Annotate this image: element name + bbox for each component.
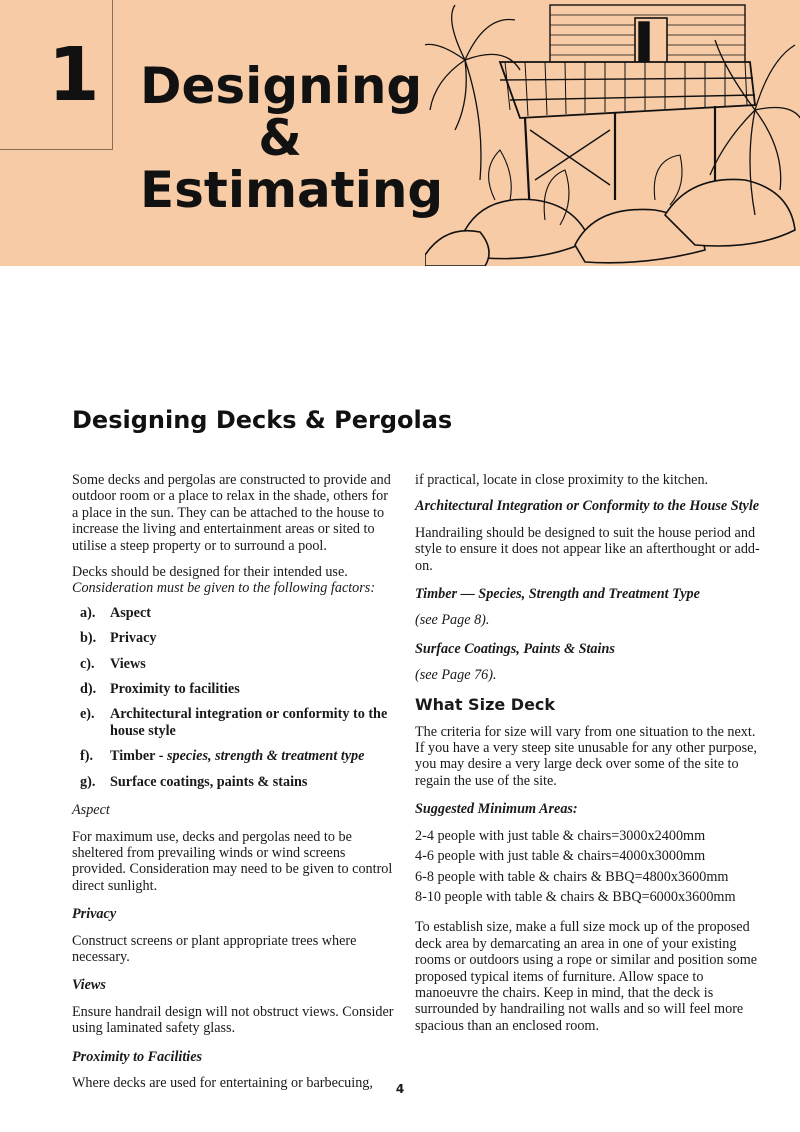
privacy-text: Construct screens or plant appropriate trees where necessary. (72, 932, 357, 965)
list-item-text: Privacy (110, 630, 157, 647)
factor-list (72, 605, 394, 790)
views-heading: Views (72, 977, 106, 994)
page-number: 4 (395, 1082, 405, 1096)
architectural-block (415, 498, 760, 574)
list-item-text: Proximity to facilities (110, 681, 240, 698)
timber-heading: Timber — Species, Strength and Treatment Type (415, 586, 700, 603)
list-item (72, 774, 394, 790)
timber-italic: species, strength & treatment type (167, 748, 365, 765)
section-heading: Designing Decks & Pergolas (72, 406, 453, 434)
consideration-text: Consideration must be given to the following factors: (72, 580, 376, 597)
chapter-title (140, 57, 444, 219)
list-marker: a). (80, 604, 96, 621)
timber-block (415, 586, 760, 629)
coatings-block (415, 641, 760, 684)
list-marker: g). (80, 773, 96, 790)
areas-list (415, 828, 760, 906)
list-marker: d). (80, 681, 97, 698)
coatings-reference: (see Page 76). (415, 667, 497, 684)
chapter-title-line2: & (258, 109, 302, 167)
intro-paragraph: Some decks and pergolas are constructed to provide and outdoor room or a place to relax in the shade, others for a place in the sun. They can be attached to the house to increase the living and entertainment areas or sited to utilise a steep property or to surround a pool. (72, 472, 391, 554)
areas-heading: Suggested Minimum Areas: (415, 801, 578, 818)
list-item (72, 706, 394, 739)
proximity-text: Where decks are used for entertaining or barbecuing, (72, 1074, 373, 1091)
size-text: The criteria for size will vary from one situation to the next. If you have a very steep site unusable for any other purpose, you may desire a very large deck over some of the site to regain the use of the site. (415, 723, 757, 789)
views-text: Ensure handrail design will not obstruct views. Consider using laminated safety glass. (72, 1003, 394, 1037)
deck-illustration-icon (425, 0, 800, 266)
proximity-continued: if practical, locate in close proximity to the kitchen. (415, 472, 709, 488)
list-item (72, 748, 394, 764)
list-item (72, 605, 394, 621)
proximity-heading: Proximity to Facilities (72, 1048, 203, 1065)
list-item (72, 630, 394, 646)
list-item-text: Surface coatings, paints & stains (110, 773, 308, 790)
list-marker: f). (80, 748, 93, 765)
privacy-heading: Privacy (72, 906, 117, 923)
aspect-block (72, 802, 394, 894)
designed-for-text: Decks should be designed for their intended use. (72, 564, 348, 581)
establish-text: To establish size, make a full size mock up of the proposed deck area by demarcating an area in one of your existing rooms or outdoors using a rope or similar and position some proposed typical items of furniture. Allow space to manoeuvre the chairs. Keep in mind, that the deck is surrounded by handrailing not walls and so will feel more spacious than an enclosed room. (415, 919, 758, 1034)
views-block (72, 977, 394, 1036)
list-marker: b). (80, 630, 97, 647)
list-item (72, 656, 394, 672)
list-item-text (110, 748, 394, 764)
aspect-heading: Aspect (72, 802, 110, 819)
chapter-title-line1: Designing (140, 57, 423, 115)
coatings-heading: Surface Coatings, Paints & Stains (415, 640, 615, 657)
list-item: 6-8 people with table & chairs & BBQ=4800x3600mm (415, 868, 729, 885)
list-item: 4-6 people with just table & chairs=4000x3000mm (415, 848, 706, 865)
chapter-title-line3: Estimating (140, 161, 444, 219)
aspect-text: For maximum use, decks and pergolas need to be sheltered from prevailing winds or wind screens provided. Consideration may need to be given to control direct sunlight. (72, 828, 393, 894)
list-item: 2-4 people with just table & chairs=3000x2400mm (415, 827, 706, 844)
list-item: 8-10 people with table & chairs & BBQ=6000x3600mm (415, 888, 736, 905)
list-item-text: Views (110, 655, 146, 672)
list-item-text: Aspect (110, 604, 151, 621)
size-block (415, 696, 760, 790)
list-marker: c). (80, 655, 95, 672)
list-item-text: Architectural integration or conformity to the house style (110, 706, 388, 739)
architectural-heading: Architectural Integration or Conformity to the House Style (415, 498, 760, 515)
timber-label: Timber - (110, 748, 168, 765)
left-column (72, 472, 394, 1103)
chapter-number: 1 (48, 32, 100, 118)
timber-reference: (see Page 8). (415, 612, 490, 629)
chapter-header-band (0, 0, 800, 266)
privacy-block (72, 906, 394, 965)
architectural-text: Handrailing should be designed to suit the house period and style to ensure it does not appear like an afterthought or add-on. (415, 524, 760, 574)
list-marker: e). (80, 706, 95, 723)
size-heading: What Size Deck (415, 694, 556, 714)
list-item (72, 681, 394, 697)
right-column (415, 472, 760, 1044)
